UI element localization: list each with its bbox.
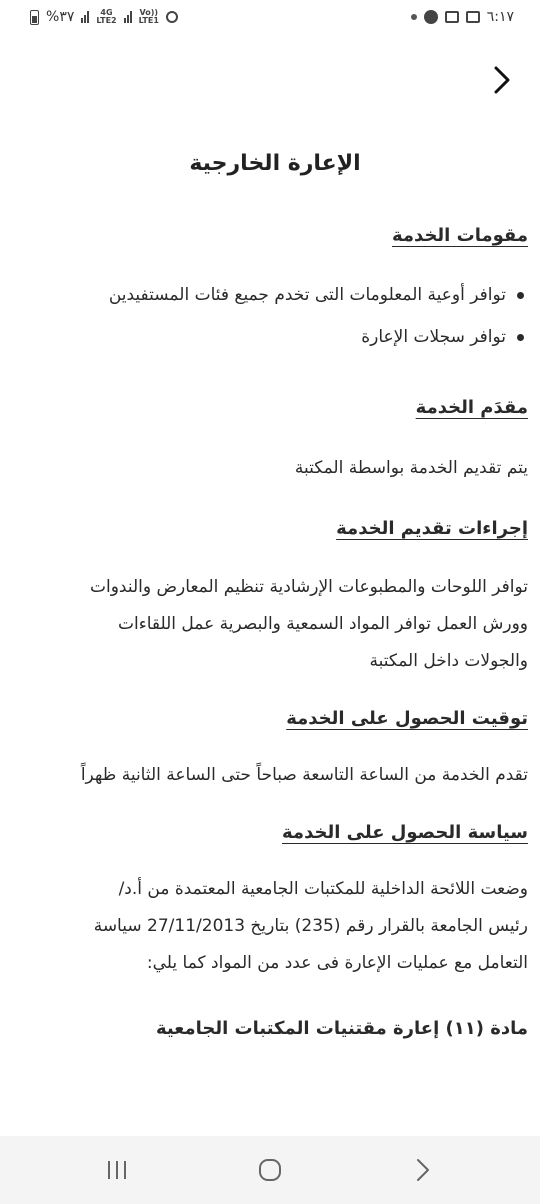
alarm-icon <box>166 11 178 23</box>
policy-heading: سياسة الحصول على الخدمة <box>282 822 528 843</box>
article-heading: مادة (١١) إعارة مقتنيات المكتبات الجامعية <box>156 1018 528 1039</box>
status-bar <box>0 0 540 34</box>
whatsapp-icon <box>424 10 438 24</box>
status-time: ٦:١٧ <box>486 9 514 25</box>
lte2-text: LTE2 <box>96 16 117 25</box>
chevron-right-icon <box>492 65 512 95</box>
battery-percent: %٣٧ <box>46 9 75 25</box>
volte-text: Vo)) <box>139 8 159 17</box>
system-nav-bar <box>0 1136 540 1204</box>
components-list <box>22 274 528 358</box>
policy-line-1: وضعت اللائحة الداخلية للمكتبات الجامعية المعتمدة من أ.د/ <box>118 879 528 899</box>
signal-icon-2 <box>124 11 132 23</box>
provider-heading: مقدَم الخدمة <box>415 397 528 418</box>
procedures-heading: إجراءات تقديم الخدمة <box>336 518 528 539</box>
network-4g-lte2-label <box>96 9 116 25</box>
cast-icon <box>445 11 459 23</box>
home-button[interactable] <box>240 1140 300 1200</box>
list-item: توافر أوعية المعلومات التى تخدم جميع فئات المستفيدين <box>22 274 506 316</box>
recents-icon <box>105 1159 129 1181</box>
status-right-group <box>411 9 514 25</box>
content-area <box>22 140 528 1039</box>
timing-heading: توقيت الحصول على الخدمة <box>286 708 528 729</box>
policy-line-2: رئيس الجامعة بالقرار رقم (235) بتاريخ 27/11/2013 سياسة <box>93 916 528 936</box>
network-4g-text: 4G <box>100 8 113 17</box>
notification-dot-icon <box>411 14 417 20</box>
page-title: الإعارة الخارجية <box>189 151 361 176</box>
policy-line-3: التعامل مع عمليات الإعارة فى عدد من المواد كما يلي: <box>146 953 528 973</box>
list-item: توافر سجلات الإعارة <box>22 316 506 358</box>
battery-icon <box>30 10 39 25</box>
procedures-line-2: وورش العمل توافر المواد السمعية والبصرية عمل اللقاءات <box>118 614 528 634</box>
nav-back-button[interactable] <box>393 1140 453 1200</box>
back-icon <box>414 1157 432 1183</box>
lte1-text: LTE1 <box>138 16 159 25</box>
signal-icon <box>81 11 89 23</box>
volte-lte1-label <box>139 9 159 25</box>
provider-text: يتم تقديم الخدمة بواسطة المكتبة <box>294 458 528 478</box>
status-left-group <box>30 9 178 25</box>
back-button[interactable] <box>490 62 514 98</box>
gallery-icon <box>466 11 480 23</box>
timing-text: تقدم الخدمة من الساعة التاسعة صباحاً حتى الساعة الثانية ظهراً <box>80 765 528 785</box>
procedures-line-1: توافر اللوحات والمطبوعات الإرشادية تنظيم المعارض والندوات <box>90 577 528 597</box>
home-icon <box>257 1157 283 1183</box>
procedures-line-3: والجولات داخل المكتبة <box>369 651 528 671</box>
components-heading: مقومات الخدمة <box>391 225 528 246</box>
recents-button[interactable] <box>87 1140 147 1200</box>
